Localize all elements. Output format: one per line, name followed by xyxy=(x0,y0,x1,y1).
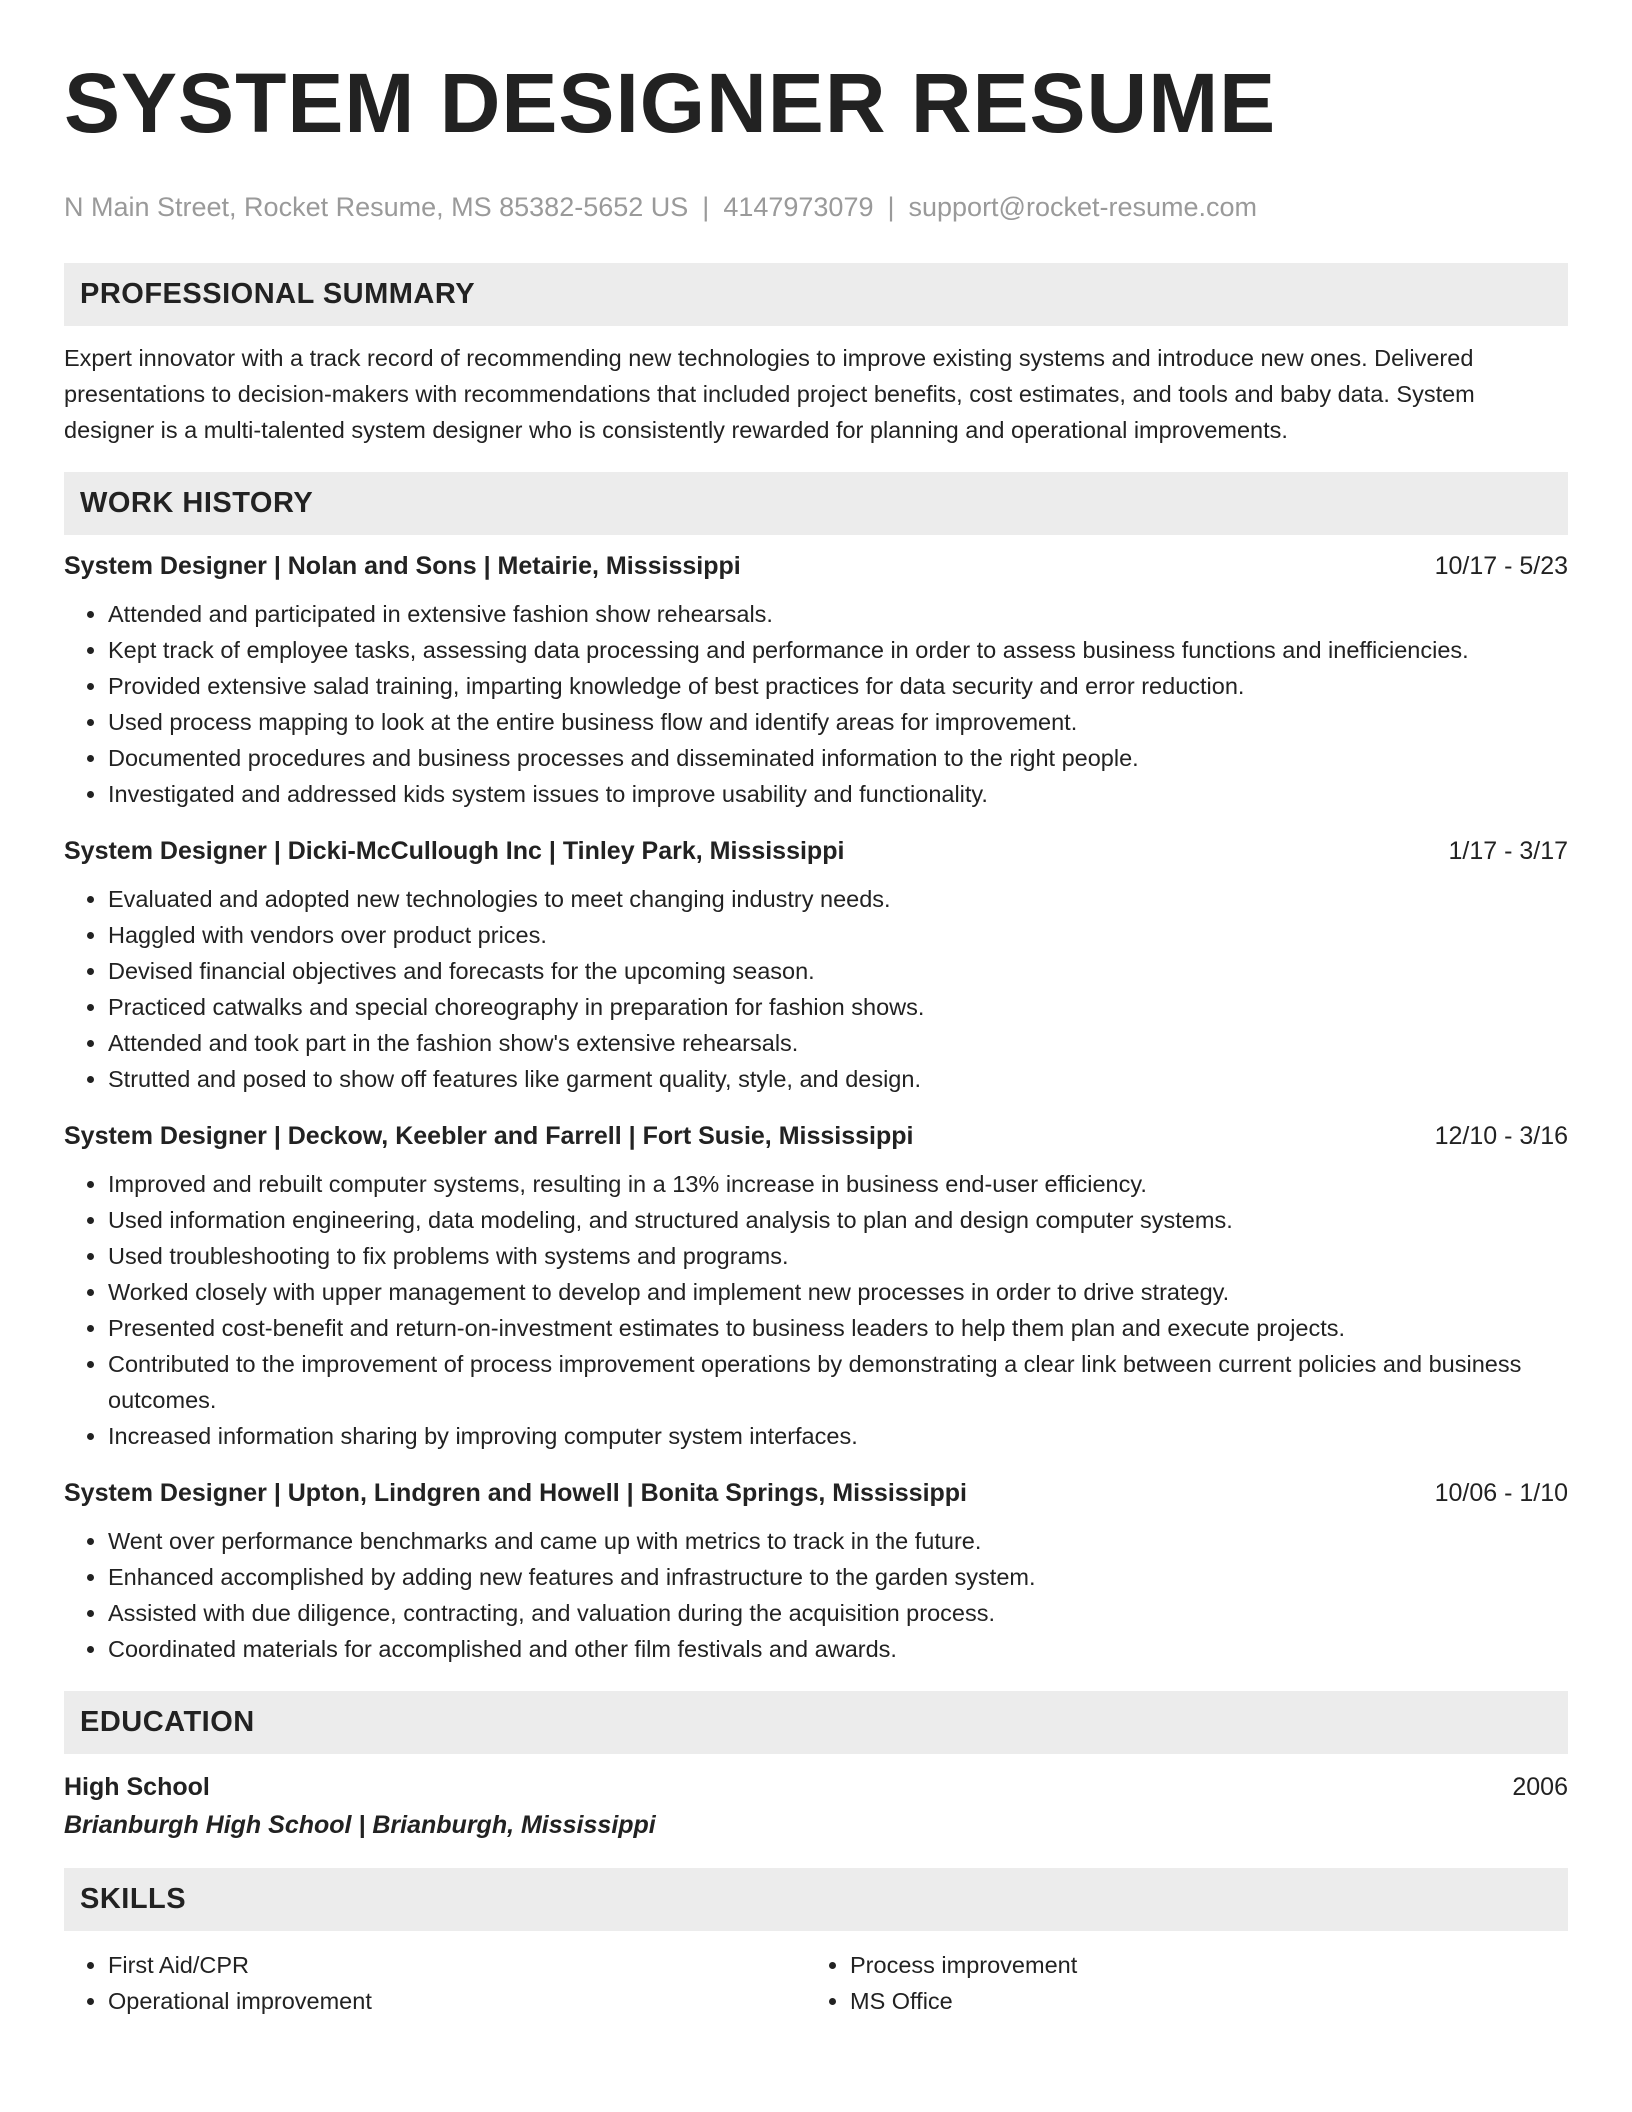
job-heading: System Designer | Deckow, Keebler and Farrell | Fort Susie, Mississippi xyxy=(64,1122,914,1150)
job-entry xyxy=(64,1119,1568,1454)
job-bullet: • Provided extensive salad training, imparting knowledge of best practices for data security and error reduction. xyxy=(108,668,1568,704)
job-entry xyxy=(64,834,1568,1097)
job-header xyxy=(64,1119,1568,1153)
job-bullet: • Went over performance benchmarks and came up with metrics to track in the future. xyxy=(108,1523,1568,1559)
skills-column-right xyxy=(806,1947,1548,2019)
job-dates: 10/06 - 1/10 xyxy=(1434,1479,1568,1507)
contact-line xyxy=(64,190,1568,224)
education-year: 2006 xyxy=(1512,1773,1568,1801)
job-bullet: • Documented procedures and business processes and disseminated information to the right people. xyxy=(108,740,1568,776)
skill-item: • Operational improvement xyxy=(108,1983,806,2019)
skill-item: • First Aid/CPR xyxy=(108,1947,806,1983)
job-dates: 12/10 - 3/16 xyxy=(1434,1122,1568,1150)
job-bullet: • Haggled with vendors over product prices. xyxy=(108,917,1568,953)
education-header xyxy=(64,1770,1568,1804)
job-bullet: • Evaluated and adopted new technologies to meet changing industry needs. xyxy=(108,881,1568,917)
job-heading: System Designer | Dicki-McCullough Inc | Tinley Park, Mississippi xyxy=(64,837,845,865)
skill-item: • Process improvement xyxy=(850,1947,1548,1983)
job-bullet: • Contributed to the improvement of process improvement operations by demonstrating a clear link between current policies and business outcomes. xyxy=(108,1346,1568,1418)
job-bullet: • Devised financial objectives and forecasts for the upcoming season. xyxy=(108,953,1568,989)
job-bullets xyxy=(64,596,1568,812)
skills-column-left xyxy=(64,1947,806,2019)
job-bullet: • Used information engineering, data modeling, and structured analysis to plan and design computer systems. xyxy=(108,1202,1568,1238)
contact-separator: | xyxy=(887,192,895,222)
job-entry xyxy=(64,1476,1568,1667)
job-bullets xyxy=(64,1523,1568,1667)
section-header-skills: SKILLS xyxy=(64,1868,1568,1931)
job-bullet: • Investigated and addressed kids system issues to improve usability and functionality. xyxy=(108,776,1568,812)
job-bullet: • Kept track of employee tasks, assessing data processing and performance in order to assess business functions and inefficiencies. xyxy=(108,632,1568,668)
resume-title: SYSTEM DESIGNER RESUME xyxy=(64,56,1277,150)
job-bullet: • Attended and participated in extensive fashion show rehearsals. xyxy=(108,596,1568,632)
job-entry xyxy=(64,549,1568,812)
skills-list xyxy=(64,1947,1568,2019)
job-bullet: • Practiced catwalks and special choreography in preparation for fashion shows. xyxy=(108,989,1568,1025)
contact-phone: 4147973079 xyxy=(723,192,874,222)
section-header-summary: PROFESSIONAL SUMMARY xyxy=(64,263,1568,326)
job-bullet: • Increased information sharing by improving computer system interfaces. xyxy=(108,1418,1568,1454)
contact-email: support@rocket-resume.com xyxy=(908,192,1258,222)
contact-separator: | xyxy=(702,192,710,222)
job-bullet: • Enhanced accomplished by adding new features and infrastructure to the garden system. xyxy=(108,1559,1568,1595)
job-bullet: • Improved and rebuilt computer systems, resulting in a 13% increase in business end-user efficiency. xyxy=(108,1166,1568,1202)
job-heading: System Designer | Upton, Lindgren and Howell | Bonita Springs, Mississippi xyxy=(64,1479,968,1507)
contact-address: N Main Street, Rocket Resume, MS 85382-5652 US xyxy=(64,192,689,222)
job-header xyxy=(64,549,1568,583)
job-bullet: • Attended and took part in the fashion show's extensive rehearsals. xyxy=(108,1025,1568,1061)
job-bullets xyxy=(64,1166,1568,1454)
job-bullet: • Used process mapping to look at the entire business flow and identify areas for improvement. xyxy=(108,704,1568,740)
education-school: Brianburgh High School | Brianburgh, Mississippi xyxy=(64,1811,656,1839)
job-bullet: • Strutted and posed to show off features like garment quality, style, and design. xyxy=(108,1061,1568,1097)
job-bullet: • Worked closely with upper management to develop and implement new processes in order to drive strategy. xyxy=(108,1274,1568,1310)
job-bullet: • Presented cost-benefit and return-on-investment estimates to business leaders to help them plan and execute projects. xyxy=(108,1310,1568,1346)
section-header-education: EDUCATION xyxy=(64,1691,1568,1754)
section-header-work-history: WORK HISTORY xyxy=(64,472,1568,535)
job-bullet: • Coordinated materials for accomplished and other film festivals and awards. xyxy=(108,1631,1568,1667)
education-degree: High School xyxy=(64,1773,210,1801)
job-heading: System Designer | Nolan and Sons | Metairie, Mississippi xyxy=(64,552,741,580)
job-dates: 10/17 - 5/23 xyxy=(1434,552,1568,580)
job-bullets xyxy=(64,881,1568,1097)
summary-text: Expert innovator with a track record of recommending new technologies to improve existing systems and introduce new ones. Delivered presentations to decision-makers with recommendations that included project benefits, cost estimates, and tools and baby data. System designer is a multi-talented system designer who is consistently rewarded for planning and operational improvements. xyxy=(64,345,1475,443)
job-dates: 1/17 - 3/17 xyxy=(1448,837,1568,865)
skill-item: • MS Office xyxy=(850,1983,1548,2019)
job-bullet: • Assisted with due diligence, contracting, and valuation during the acquisition process. xyxy=(108,1595,1568,1631)
job-header xyxy=(64,1476,1568,1510)
job-bullet: • Used troubleshooting to fix problems with systems and programs. xyxy=(108,1238,1568,1274)
job-header xyxy=(64,834,1568,868)
education-entry xyxy=(64,1770,1568,1842)
